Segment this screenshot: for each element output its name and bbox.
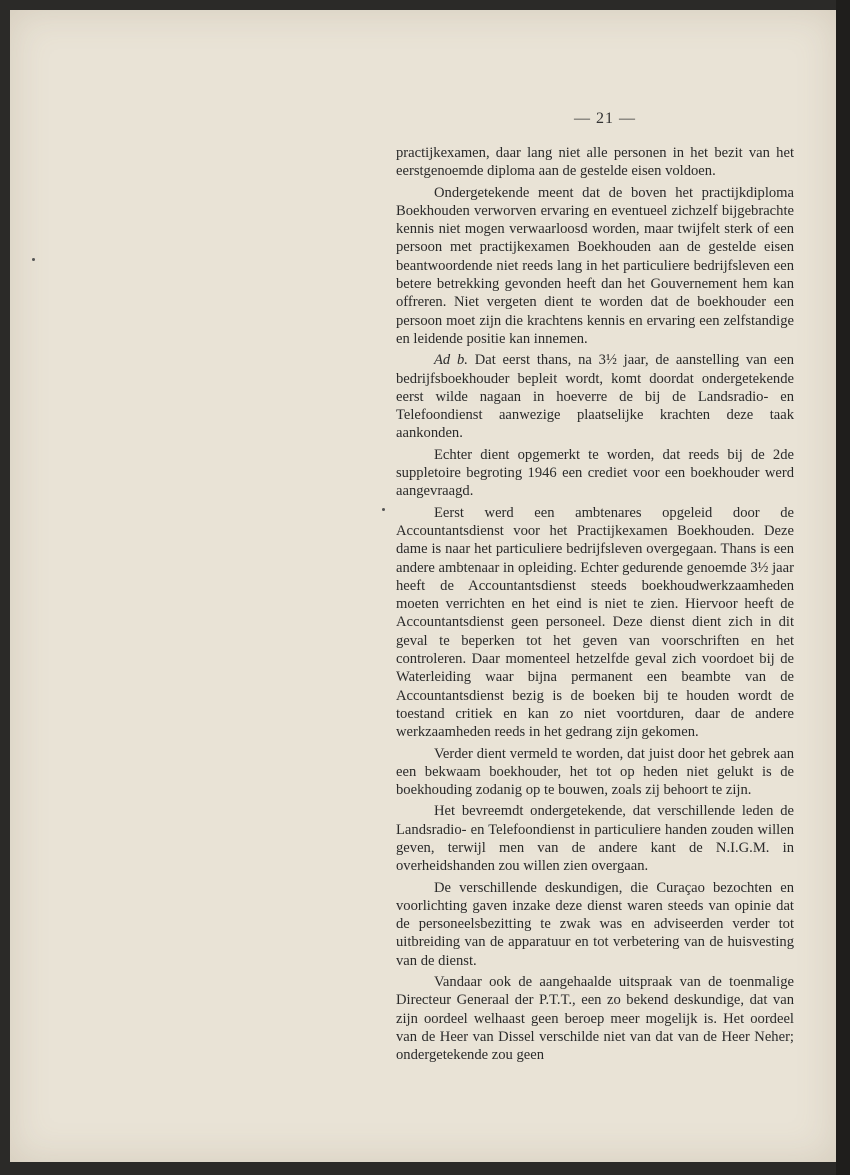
paragraph-8: De verschillende deskundigen, die Curaçao bezochten en voorlichting gaven inzake deze dienst waren steeds van opinie dat de personeelsbezitting te zwak was en adviseerden verder tot uitbreiding van de apparatuur en tot verbetering van de huisvesting van de dienst. (396, 879, 794, 969)
body-text (396, 144, 794, 1068)
paragraph-9: Vandaar ook de aangehaalde uitspraak van de toenmalige Directeur Generaal der P.T.T., een zo bekend deskundige, dat van zijn oordeel welhaast geen beroep meer mogelijk is. Het oordeel van de Heer van Dissel verschilde niet van dat van de Heer Neher; ondergetekende zou geen (396, 974, 794, 1064)
paragraph-2: Ondergetekende meent dat de boven het practijkdiploma Boekhouden verworven ervaring en eventueel zichzelf bijgebrachte kennis niet mogen verwaarloosd worden, maar twijfelt sterk of een persoon met practijkexamen Boekhouden aan de gestelde eisen beantwoordende niet reeds lang in het particuliere bedrijfsleven een betere betrekking gevonden heeft dan het Gouvernement hem kan offreren. Niet vergeten dient te worden dat de boekhouder een persoon moet zijn die krachtens kennis en ervaring een zelfstandige en leidende positie kan innemen. (396, 184, 794, 347)
paragraph-6: Verder dient vermeld te worden, dat juist door het gebrek aan een bekwaam boekhouder, het tot op heden niet gelukt is de boekhouding zodanig op te bouwen, zoals zij behoort te zijn. (396, 745, 794, 799)
paragraph-4: Echter dient opgemerkt te worden, dat reeds bij de 2de suppletoire begroting 1946 een crediet voor een boekhouder werd aangevraagd. (396, 446, 794, 500)
paragraph-7: Het bevreemdt ondergetekende, dat verschillende leden de Landsradio- en Telefoondienst in particuliere handen zouden willen geven, terwijl men van de andere kant de N.I.G.M. in overheidshanden zou willen zien overgaan. (396, 803, 794, 875)
paragraph-3 (396, 351, 794, 442)
paragraph-3-label: Ad b. (434, 352, 468, 369)
page-number: — 21 — (574, 110, 636, 127)
paragraph-1: practijkexamen, daar lang niet alle personen in het bezit van het eerstgenoemde diploma aan de gestelde eisen voldoen. (396, 145, 794, 180)
paragraph-5: Eerst werd een ambtenares opgeleid door de Accountantsdienst voor het Practijkexamen Boekhouden. Deze dame is naar het particuliere bedrijfsleven overgegaan. Thans is een andere ambtenaar in opleiding. Echter gedurende genoemde 3½ jaar heeft de Accountantsdienst steeds boekhoudwerkzaamheden moeten verrichten en het eind is niet te zien. Hiervoor heeft de Accountantsdienst geen personeel. Deze dienst dient zich in dit geval te beperken tot het geven van voorschriften en het controleren. Daar momenteel hetzelfde geval zich voordoet bij de Waterleiding waar bijna permanent een beambte van de Accountantsdienst bezig is de boeken bij te houden wordt de toestand critiek en kan zo niet voortduren, daar de andere werkzaamheden reeds in het gedrang zijn gekomen. (396, 504, 794, 741)
scan-border (836, 0, 850, 1175)
paragraph-3-text: Dat eerst thans, na 3½ jaar, de aanstelling van een bedrijfsboekhouder bepleit wordt, komt doordat ondergetekende eerst wilde nagaan in hoeverre de bij de Landsradio- en Telefoondienst aanwezige plaatselijke krachten deze taak aankonden. (396, 352, 794, 442)
margin-speck (32, 258, 35, 261)
margin-speck (382, 508, 385, 511)
document-page (10, 10, 836, 1162)
